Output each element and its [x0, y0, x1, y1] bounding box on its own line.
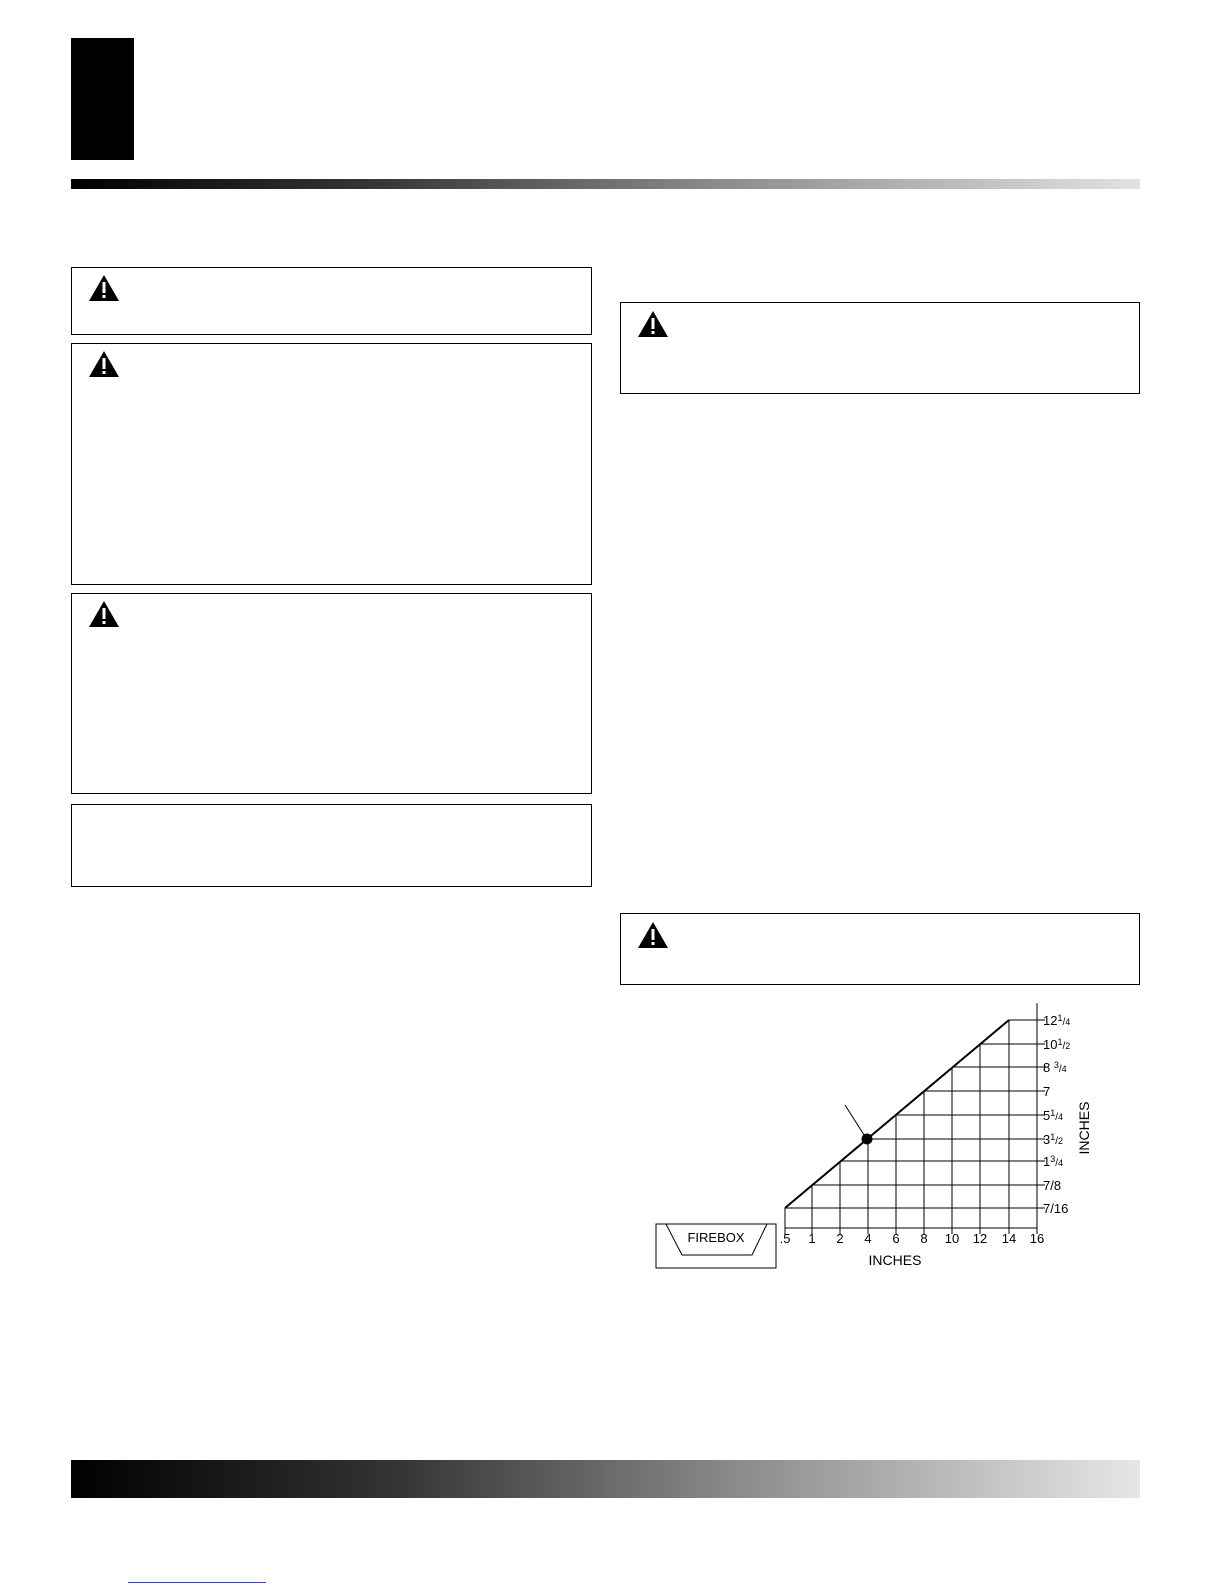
clearance-diagram	[620, 1000, 1140, 1300]
warning-box-5	[620, 913, 1140, 985]
warning-triangle-icon	[88, 350, 120, 378]
y-tick-label: 8 $^3_/$4	[1043, 1060, 1067, 1075]
y-tick-labels	[1043, 1013, 1070, 1216]
footer-gradient-rule	[71, 1460, 1140, 1498]
y-tick-label: 7	[1043, 1084, 1051, 1099]
x-tick-label: 10	[944, 1231, 960, 1246]
x-tick-label: 1	[808, 1231, 816, 1246]
x-axis-label: INCHES	[868, 1252, 922, 1268]
x-tick-label: 4	[864, 1231, 872, 1246]
x-tick-label: 6	[892, 1231, 900, 1246]
x-tick-label: 8	[920, 1231, 928, 1246]
warning-box-2	[71, 343, 592, 585]
x-tick-label: 16	[1029, 1231, 1045, 1246]
y-tick-label: $12^1_/4$	[1043, 1013, 1071, 1028]
warning-triangle-icon	[637, 310, 669, 338]
x-tick-labels	[780, 1231, 1045, 1246]
y-axis-label: INCHES	[1076, 1101, 1092, 1155]
y-tick-label: 7/16	[1043, 1201, 1069, 1216]
warning-triangle-icon	[88, 274, 120, 302]
diagram-grid	[785, 1003, 1045, 1234]
y-tick-label: $5^1_/4$	[1043, 1108, 1064, 1123]
y-tick-label: $1^3_/4$	[1043, 1154, 1064, 1169]
y-tick-label: 7/8	[1043, 1178, 1062, 1193]
warning-box-4	[620, 302, 1140, 394]
warning-triangle-icon	[88, 600, 120, 628]
warning-box-3	[71, 593, 592, 794]
x-tick-label: 2	[836, 1231, 844, 1246]
firebox-label: FIREBOX	[687, 1230, 745, 1245]
section-tab-marker	[71, 38, 134, 160]
y-tick-label: $3^1_/2$	[1043, 1132, 1064, 1147]
firebox-shape	[656, 1224, 776, 1268]
footer-link-underline[interactable]	[128, 1582, 266, 1583]
diagonal-clearance-line	[785, 1020, 1009, 1208]
y-tick-label: $10^1_/2$	[1043, 1037, 1071, 1052]
warning-box-1	[71, 267, 592, 335]
x-tick-label: .5	[779, 1231, 791, 1246]
warning-triangle-icon	[637, 921, 669, 949]
header-gradient-rule	[71, 179, 1140, 189]
pointer-leader-line	[845, 1105, 866, 1138]
intersection-point	[862, 1134, 873, 1145]
x-tick-label: 14	[1001, 1231, 1017, 1246]
notice-box	[71, 804, 592, 887]
x-tick-label: 12	[972, 1231, 988, 1246]
